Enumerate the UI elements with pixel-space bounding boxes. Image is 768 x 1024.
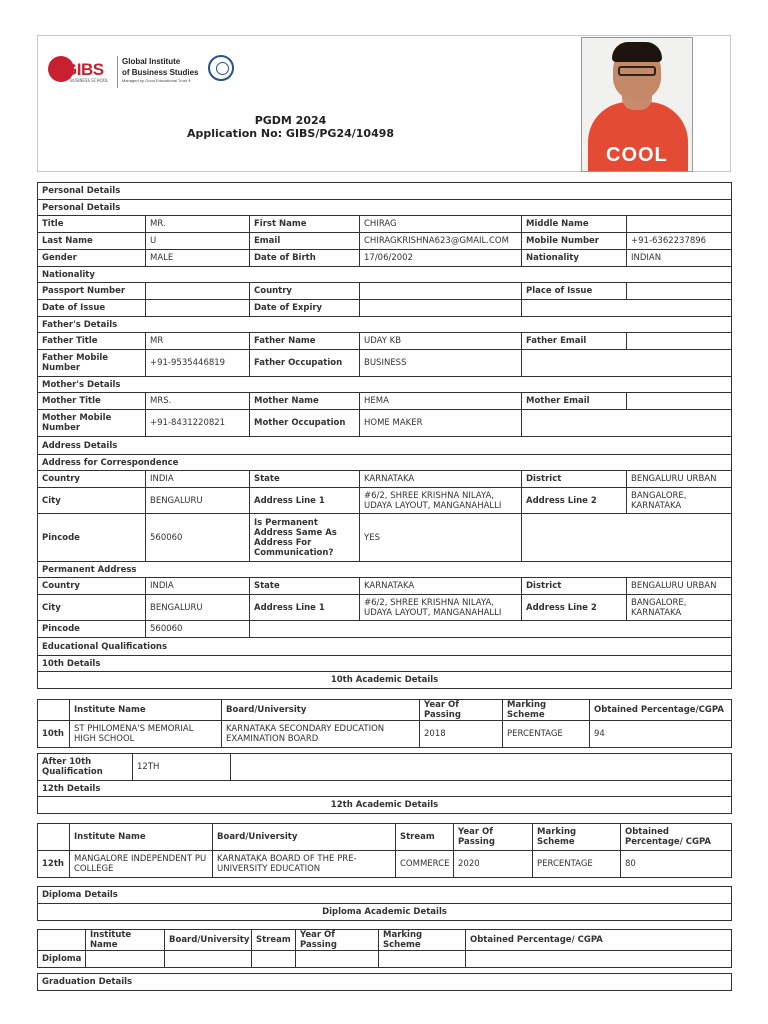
diploma-header-marking: Marking Scheme	[379, 930, 466, 951]
subsection-10th-details: 10th Details	[38, 656, 732, 672]
corr-line1-value: #6/2, SHREE KRISHNA NILAYA, UDAYA LAYOUT, MANGANAHALLI	[360, 488, 522, 514]
corr-pincode-label: Pincode	[38, 514, 146, 562]
date-of-issue-value	[146, 300, 250, 317]
perm-line2-value: BANGALORE, KARNATAKA	[627, 595, 732, 621]
mother-email-value	[627, 393, 732, 410]
subsection-12th-details: 12th Details	[38, 781, 732, 797]
perm-country-label: Country	[38, 578, 146, 595]
subsection-mothers-details: Mother's Details	[38, 377, 732, 393]
place-of-issue-value	[627, 283, 732, 300]
subsection-permanent-address: Permanent Address	[38, 562, 732, 578]
diploma-header-institute: Institute Name	[86, 930, 165, 951]
gibs-logo-mark: GIBS BUSINESS SCHOOL	[46, 54, 112, 90]
tenth-header-marking: Marking Scheme	[503, 700, 590, 721]
section-educational-qualifications: Educational Qualifications	[38, 638, 732, 656]
twelfth-stream: COMMERCE	[396, 851, 454, 878]
personal-address-table	[37, 182, 732, 689]
10th-academic-details-heading: 10th Academic Details	[38, 672, 732, 689]
mother-occupation-label: Mother Occupation	[250, 410, 360, 437]
diploma-academic-table	[37, 929, 732, 968]
father-email-value	[627, 333, 732, 350]
applicant-photo: COOL	[581, 37, 693, 172]
diploma-header-board: Board/University	[165, 930, 252, 951]
father-mobile-value: +91-9535446819	[146, 350, 250, 377]
gibs-logo	[46, 54, 231, 90]
twelfth-level: 12th	[38, 851, 70, 878]
twelfth-header-stream: Stream	[396, 824, 454, 851]
tenth-header-level	[38, 700, 70, 721]
gender-label: Gender	[38, 250, 146, 267]
institute-name: Global Institute of Business Studies Managed by Good Educational Trust ®	[122, 57, 199, 83]
gender-value: MALE	[146, 250, 250, 267]
twelfth-year: 2020	[454, 851, 533, 878]
nationality-label: Nationality	[522, 250, 627, 267]
email-label: Email	[250, 233, 360, 250]
diploma-level: Diploma	[38, 951, 86, 968]
father-email-label: Father Email	[522, 333, 627, 350]
mother-name-label: Mother Name	[250, 393, 360, 410]
twelfth-marking: PERCENTAGE	[533, 851, 621, 878]
corr-city-label: City	[38, 488, 146, 514]
perm-district-value: BENGALURU URBAN	[627, 578, 732, 595]
first-name-value: CHIRAG	[360, 216, 522, 233]
tenth-institute: ST PHILOMENA'S MEMORIAL HIGH SCHOOL	[70, 721, 222, 748]
empty-cell	[250, 621, 732, 638]
perm-pincode-value: 560060	[146, 621, 250, 638]
passport-value	[146, 283, 250, 300]
tenth-academic-table	[37, 699, 732, 748]
father-occupation-value: BUSINESS	[360, 350, 522, 377]
mother-title-value: MRS.	[146, 393, 250, 410]
subsection-fathers-details: Father's Details	[38, 317, 732, 333]
mobile-value: +91-6362237896	[627, 233, 732, 250]
twelfth-header-institute: Institute Name	[70, 824, 213, 851]
date-of-expiry-label: Date of Expiry	[250, 300, 360, 317]
subsection-correspondence-address: Address for Correspondence	[38, 455, 732, 471]
diploma-academic-details-heading: Diploma Academic Details	[38, 904, 732, 921]
diploma-board	[165, 951, 252, 968]
last-name-value: U	[146, 233, 250, 250]
diploma-year	[296, 951, 379, 968]
place-of-issue-label: Place of Issue	[522, 283, 627, 300]
corr-line2-label: Address Line 2	[522, 488, 627, 514]
diploma-heading-table	[37, 886, 732, 921]
page-title	[38, 114, 543, 140]
perm-city-value: BENGALURU	[146, 595, 250, 621]
passport-label: Passport Number	[38, 283, 146, 300]
section-personal-details: Personal Details	[38, 183, 732, 200]
empty-cell	[522, 300, 732, 317]
diploma-header-year: Year Of Passing	[296, 930, 379, 951]
twelfth-header-board: Board/University	[213, 824, 396, 851]
after-10th-label: After 10th Qualification	[38, 754, 133, 781]
subsection-graduation-details: Graduation Details	[38, 974, 732, 991]
tenth-header-institute: Institute Name	[70, 700, 222, 721]
empty-cell	[522, 350, 732, 377]
twelfth-board: KARNATAKA BOARD OF THE PRE-UNIVERSITY EDUCATION	[213, 851, 396, 878]
country-value	[360, 283, 522, 300]
tenth-marking: PERCENTAGE	[503, 721, 590, 748]
tenth-board: KARNATAKA SECONDARY EDUCATION EXAMINATION BOARD	[222, 721, 420, 748]
father-title-label: Father Title	[38, 333, 146, 350]
corr-line2-value: BANGALORE, KARNATAKA	[627, 488, 732, 514]
mother-name-value: HEMA	[360, 393, 522, 410]
same-address-label: Is Permanent Address Same As Address For Communication?	[250, 514, 360, 562]
subsection-diploma-details: Diploma Details	[38, 887, 732, 904]
middle-name-value	[627, 216, 732, 233]
dob-label: Date of Birth	[250, 250, 360, 267]
country-label: Country	[250, 283, 360, 300]
corr-country-value: INDIA	[146, 471, 250, 488]
perm-country-value: INDIA	[146, 578, 250, 595]
empty-cell	[522, 410, 732, 437]
diploma-percentage	[466, 951, 732, 968]
empty-cell	[522, 514, 732, 562]
father-mobile-label: Father Mobile Number	[38, 350, 146, 377]
dob-value: 17/06/2002	[360, 250, 522, 267]
diploma-header-percentage: Obtained Percentage/ CGPA	[466, 930, 732, 951]
application-number: Application No: GIBS/PG24/10498	[186, 127, 395, 140]
tenth-percentage: 94	[590, 721, 732, 748]
graduation-heading-table	[37, 973, 732, 991]
application-header	[37, 35, 731, 172]
12th-academic-details-heading: 12th Academic Details	[38, 797, 732, 814]
middle-name-label: Middle Name	[522, 216, 627, 233]
after-10th-value: 12TH	[133, 754, 231, 781]
corr-pincode-value: 560060	[146, 514, 250, 562]
twelfth-header-percentage: Obtained Percentage/ CGPA	[621, 824, 732, 851]
twelfth-academic-table	[37, 823, 732, 878]
tenth-header-board: Board/University	[222, 700, 420, 721]
corr-city-value: BENGALURU	[146, 488, 250, 514]
diploma-institute	[86, 951, 165, 968]
mother-occupation-value: HOME MAKER	[360, 410, 522, 437]
subsection-personal-details: Personal Details	[38, 200, 732, 216]
corr-state-value: KARNATAKA	[360, 471, 522, 488]
email-value: CHIRAGKRISHNA623@GMAIL.COM	[360, 233, 522, 250]
tenth-header-percentage: Obtained Percentage/CGPA	[590, 700, 732, 721]
perm-city-label: City	[38, 595, 146, 621]
father-occupation-label: Father Occupation	[250, 350, 360, 377]
perm-state-value: KARNATAKA	[360, 578, 522, 595]
corr-state-label: State	[250, 471, 360, 488]
date-of-expiry-value	[360, 300, 522, 317]
mother-email-label: Mother Email	[522, 393, 627, 410]
mother-mobile-label: Mother Mobile Number	[38, 410, 146, 437]
section-address-details: Address Details	[38, 437, 732, 455]
twelfth-header-level	[38, 824, 70, 851]
diploma-header-stream: Stream	[252, 930, 296, 951]
diploma-header-level	[38, 930, 86, 951]
father-name-label: Father Name	[250, 333, 360, 350]
tenth-level: 10th	[38, 721, 70, 748]
tenth-header-year: Year Of Passing	[420, 700, 503, 721]
title-value: MR.	[146, 216, 250, 233]
corr-district-value: BENGALURU URBAN	[627, 471, 732, 488]
empty-cell	[231, 754, 732, 781]
twelfth-header-year: Year Of Passing	[454, 824, 533, 851]
nationality-value: INDIAN	[627, 250, 732, 267]
perm-line1-label: Address Line 1	[250, 595, 360, 621]
twelfth-header-marking: Marking Scheme	[533, 824, 621, 851]
perm-district-label: District	[522, 578, 627, 595]
twelfth-institute: MANGALORE INDEPENDENT PU COLLEGE	[70, 851, 213, 878]
date-of-issue-label: Date of Issue	[38, 300, 146, 317]
tenth-year: 2018	[420, 721, 503, 748]
title-label: Title	[38, 216, 146, 233]
trust-seal-icon	[208, 55, 234, 81]
diploma-marking	[379, 951, 466, 968]
mobile-label: Mobile Number	[522, 233, 627, 250]
mother-title-label: Mother Title	[38, 393, 146, 410]
corr-country-label: Country	[38, 471, 146, 488]
corr-line1-label: Address Line 1	[250, 488, 360, 514]
same-address-value: YES	[360, 514, 522, 562]
mother-mobile-value: +91-8431220821	[146, 410, 250, 437]
after-tenth-table	[37, 753, 732, 814]
first-name-label: First Name	[250, 216, 360, 233]
perm-state-label: State	[250, 578, 360, 595]
twelfth-percentage: 80	[621, 851, 732, 878]
father-name-value: UDAY KB	[360, 333, 522, 350]
diploma-stream	[252, 951, 296, 968]
program-name: PGDM 2024	[254, 114, 327, 127]
subsection-nationality: Nationality	[38, 267, 732, 283]
perm-line1-value: #6/2, SHREE KRISHNA NILAYA, UDAYA LAYOUT, MANGANAHALLI	[360, 595, 522, 621]
perm-pincode-label: Pincode	[38, 621, 146, 638]
perm-line2-label: Address Line 2	[522, 595, 627, 621]
corr-district-label: District	[522, 471, 627, 488]
last-name-label: Last Name	[38, 233, 146, 250]
father-title-value: MR	[146, 333, 250, 350]
